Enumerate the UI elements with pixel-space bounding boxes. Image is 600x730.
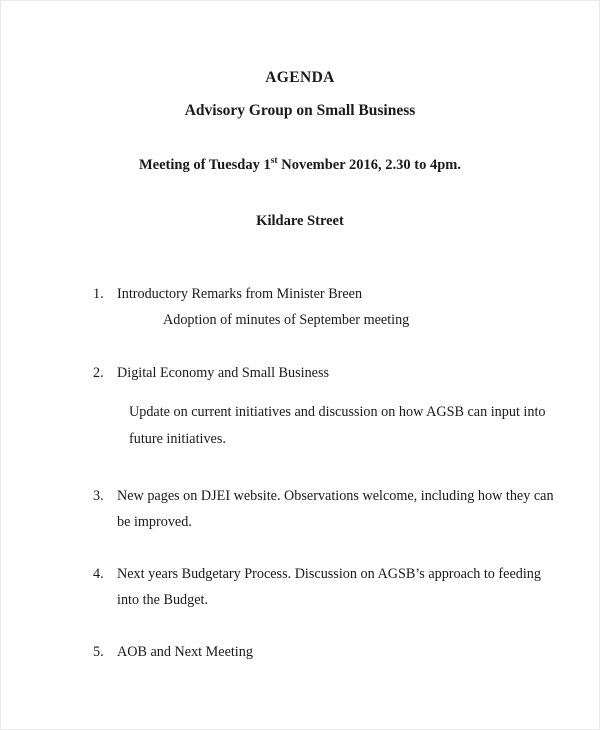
agenda-item-text: AOB and Next Meeting xyxy=(117,644,253,661)
agenda-item xyxy=(1,484,599,535)
agenda-list xyxy=(1,282,599,666)
agenda-item-text: Introductory Remarks from Minister Breen xyxy=(117,285,363,302)
page-title: AGENDA xyxy=(265,69,335,86)
meeting-date-ordinal: st xyxy=(270,156,278,167)
agenda-item-number: 5. xyxy=(93,644,104,661)
agenda-item-text: Next years Budgetary Process. Discussion on AGSB’s approach to feeding into the Budget. xyxy=(117,566,541,608)
agenda-item xyxy=(1,640,599,666)
document-body xyxy=(1,1,599,666)
agenda-item-subline: Adoption of minutes of September meeting xyxy=(163,311,410,328)
agenda-item xyxy=(1,562,599,613)
agenda-item-number: 2. xyxy=(93,365,104,382)
meeting-venue: Kildare Street xyxy=(256,212,344,229)
agenda-item xyxy=(1,282,599,333)
meeting-date-prefix: Meeting of Tuesday 1 xyxy=(139,157,271,174)
agenda-item-text: Digital Economy and Small Business xyxy=(117,365,330,382)
document-header xyxy=(1,1,599,230)
meeting-date-suffix: November 2016, 2.30 to 4pm. xyxy=(277,157,461,174)
agenda-item-number: 3. xyxy=(93,488,104,505)
page-subtitle: Advisory Group on Small Business xyxy=(184,101,416,119)
agenda-item xyxy=(1,361,599,454)
agenda-item-text: New pages on DJEI website. Observations welcome, including how they can be improved. xyxy=(117,488,554,530)
meeting-date-line xyxy=(1,157,599,174)
agenda-item-number: 4. xyxy=(93,566,104,583)
agenda-item-number: 1. xyxy=(93,285,104,302)
agenda-item-subparagraph: Update on current initiatives and discussion on how AGSB can input into future initiatives. xyxy=(129,403,546,448)
